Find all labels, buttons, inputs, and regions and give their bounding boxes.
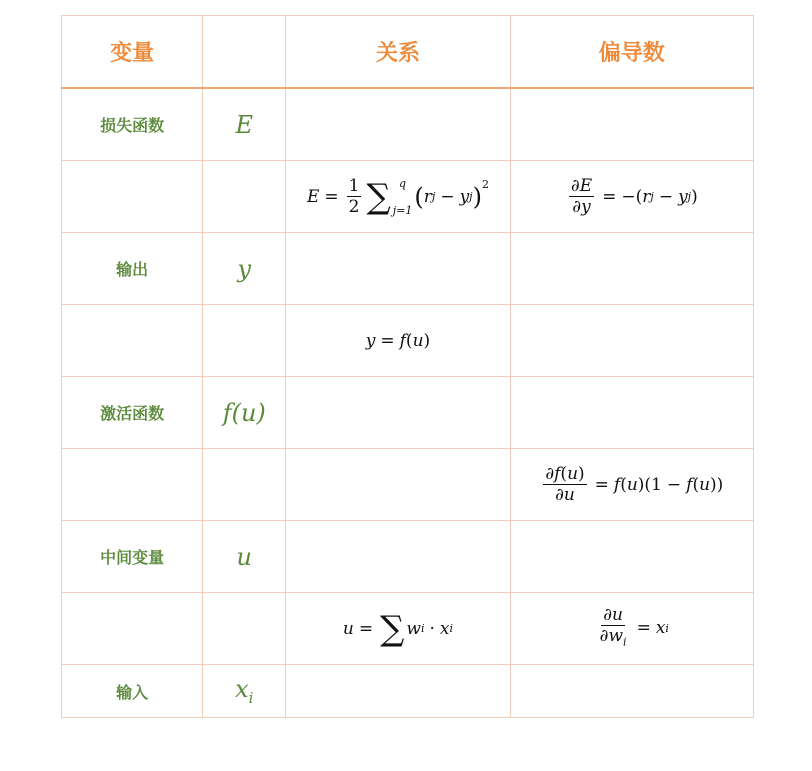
table-row [62, 305, 754, 377]
table-row [62, 377, 754, 449]
output-symbol: y [237, 254, 252, 283]
intermediate-relation-formula: u = ∑ w i · x i [342, 608, 454, 649]
table-row [62, 521, 754, 593]
intermediate-derivative-formula: $\frac{\partial u}{\partial w_i}$ = x i [599, 604, 669, 649]
loss-name: 损失函数 [100, 116, 165, 135]
header-row [62, 16, 754, 89]
header-symbol [203, 16, 286, 89]
activation-derivative-formula: $\frac{\partial f(u)}{\partial u}$ = f ( u )(1 − f ( u )) [545, 464, 724, 505]
table-row [62, 233, 754, 305]
input-symbol: $x_i$ [235, 675, 254, 707]
table-row [62, 88, 754, 161]
derivation-table [61, 15, 754, 718]
intermediate-name: 中间变量 [100, 548, 165, 567]
loss-symbol: E [235, 110, 254, 139]
table-row [62, 593, 754, 665]
table-row [62, 449, 754, 521]
header-variable: 变量 [62, 16, 203, 89]
intermediate-symbol: u [236, 542, 252, 571]
header-relation: 关系 [286, 16, 510, 89]
loss-derivative-formula: $\frac{\partial E}{\partial y}$ = −( r j − y j ) [570, 176, 698, 217]
table-row [62, 161, 754, 233]
input-name: 输入 [116, 682, 149, 702]
output-name: 输出 [116, 260, 149, 279]
output-relation-formula: y = f ( u ) [365, 330, 431, 351]
table-row [62, 665, 754, 718]
loss-relation-formula: E = $\frac{1}{2}$ ∑ q j=1 ( r j − y j ) 2 [306, 176, 489, 217]
header-derivative: 偏导数 [510, 16, 753, 89]
activation-symbol: f(u) [222, 398, 266, 427]
activation-name: 激活函数 [100, 404, 165, 423]
